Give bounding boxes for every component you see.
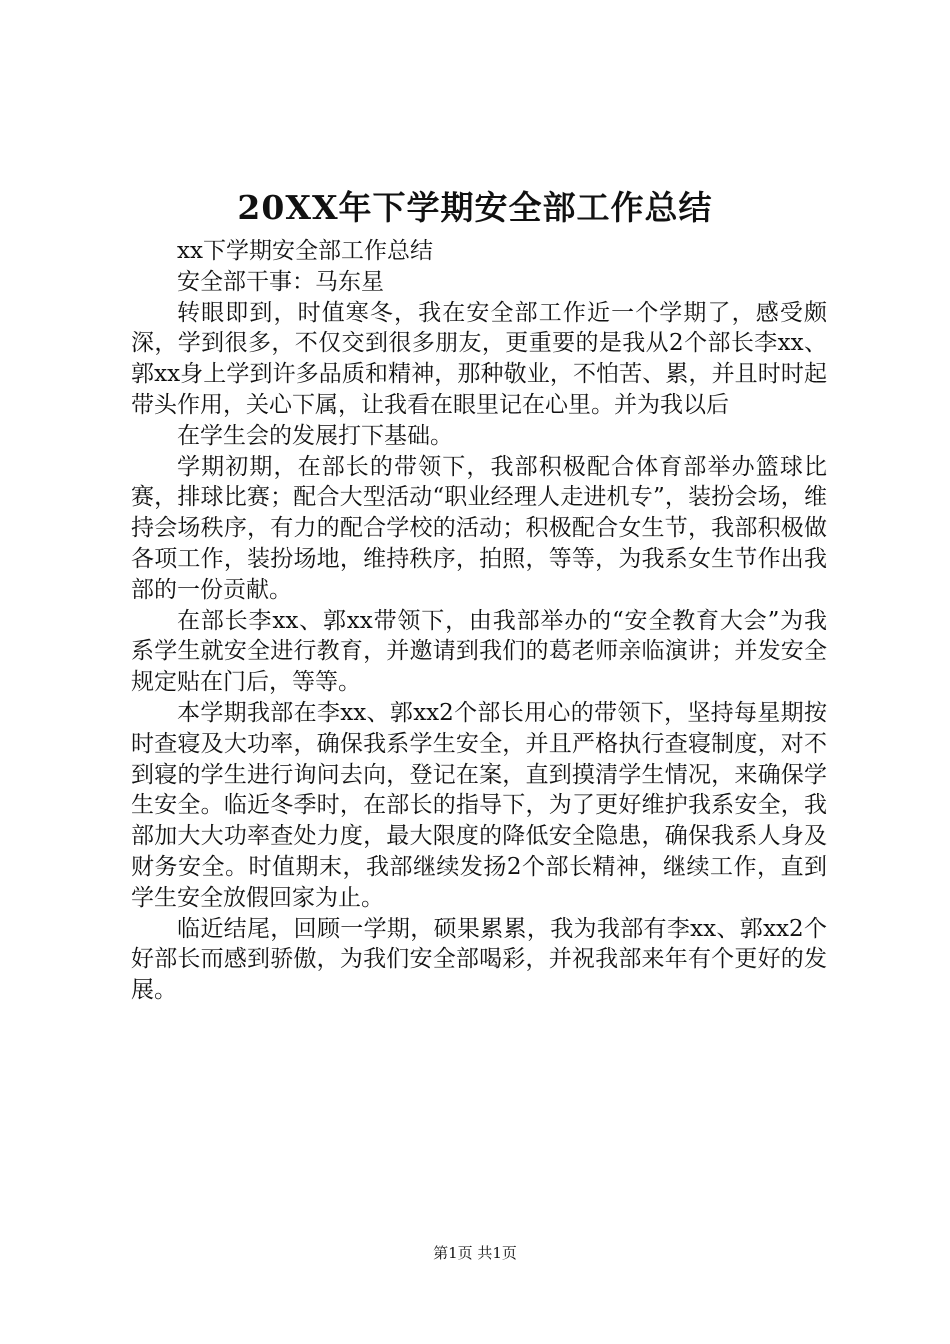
paragraph-subtitle: xx下学期安全部工作总结 [177, 238, 433, 264]
paragraph-intro: 转眼即到，时值寒冬，我在安全部工作近一个学期了，感受颇深，学到很多，不仅交到很多朋友，更重要的是我从2个部长李xx、郭xx身上学到许多品质和精神，那种敬业，不怕苦、累，并且时时起带头作用，关心下属，让我看在眼里记在心里。并为我以后 [131, 299, 827, 418]
document-body [131, 236, 827, 1006]
paragraph-early-term: 学期初期，在部长的带领下，我部积极配合体育部举办篮球比赛，排球比赛；配合大型活动“职业经理人走进机专”，装扮会场，维持会场秩序，有力的配合学校的活动；积极配合女生节，我部积极做各项工作，装扮场地，维持秩序，拍照，等等，为我系女生节作出我部的一份贡献。 [131, 453, 827, 603]
paragraph-safety-meeting: 在部长李xx、郭xx带领下，由我部举办的“安全教育大会”为我系学生就安全进行教育，并邀请到我们的葛老师亲临演讲；并发安全规定贴在门后，等等。 [131, 607, 827, 696]
paragraph-author: 安全部干事：马东星 [177, 268, 384, 295]
page-footer: 第1页 共1页 [433, 1244, 517, 1262]
paragraph-dorm-checks: 本学期我部在李xx、郭xx2个部长用心的带领下，坚持每星期按时查寝及大功率，确保我系学生安全，并且严格执行查寝制度，对不到寝的学生进行询问去向，登记在案，直到摸清学生情况，来确保学生安全。临近冬季时，在部长的指导下，为了更好维护我系安全，我部加大大功率查处力度，最大限度的降低安全隐患，确保我系人身及财务安全。时值期末，我部继续发扬2个部长精神，继续工作，直到学生安全放假回家为止。 [131, 699, 827, 911]
paragraph-intro-continued: 在学生会的发展打下基础。 [177, 422, 453, 449]
paragraph-conclusion: 临近结尾，回顾一学期，硕果累累，我为我部有李xx、郭xx2个好部长而感到骄傲，为我们安全部喝彩，并祝我部来年有个更好的发展。 [131, 915, 827, 1004]
document-title: 20XX年下学期安全部工作总结 [237, 188, 713, 227]
